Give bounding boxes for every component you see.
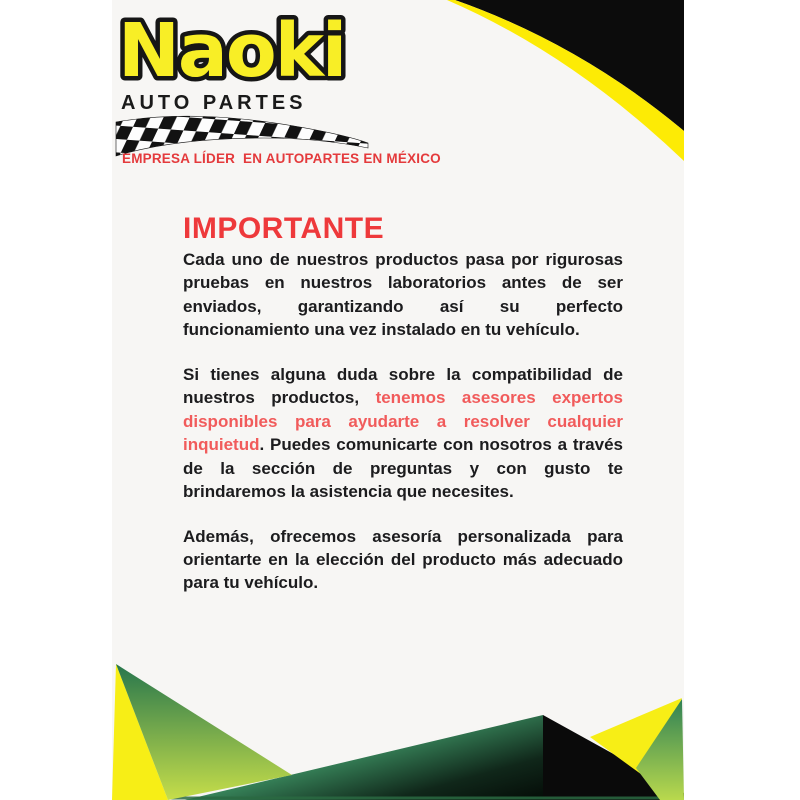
paragraph-text: . Puedes comunicarte con nosotros a través de la sección de preguntas y con gusto te brindaremos la asistencia que necesites.	[183, 435, 623, 502]
paragraph-highlight: tenemos asesores expertos disponibles para ayudarte a resolver cualquier inquietud	[183, 388, 623, 455]
page-title: IMPORTANTE	[183, 212, 385, 246]
paragraph-text: Si tienes alguna duda sobre la compatibilidad de nuestros productos,	[183, 364, 623, 408]
naoki-logo	[114, 0, 354, 96]
body-copy	[183, 248, 623, 616]
corner-curve-decoration	[432, 0, 684, 165]
bottom-green-strip	[168, 797, 684, 800]
brand-subtitle: AUTO PARTES	[121, 92, 307, 114]
flyer-canvas	[112, 0, 684, 800]
bottom-triangles-decoration	[112, 630, 684, 800]
paragraph-text: Además, ofrecemos asesoría personalizada para orientarte en la elección del producto más adecuado para tu vehículo.	[183, 526, 623, 593]
paragraph-text: Cada uno de nuestros productos pasa por rigurosas pruebas en nuestros laboratorios antes de ser enviados, garantizando así su perfecto funcionamiento una vez instalado en tu vehículo.	[183, 250, 623, 340]
paragraph-quality	[183, 248, 623, 342]
paragraph-advice	[183, 525, 623, 595]
naoki-logo-text: Naoki	[118, 8, 346, 94]
paragraph-compatibility	[183, 363, 623, 504]
brand-tagline: EMPRESA LÍDER EN AUTOPARTES EN MÉXICO	[122, 151, 441, 166]
